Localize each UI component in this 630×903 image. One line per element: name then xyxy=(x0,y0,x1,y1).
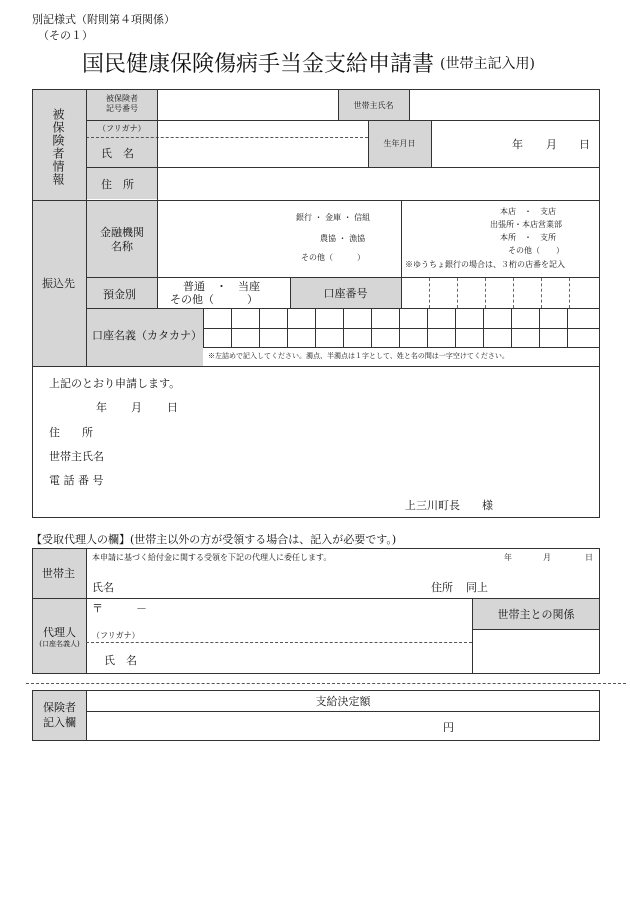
bank-other[interactable]: その他（ ） xyxy=(301,253,365,262)
declaration-statement: 上記のとおり申請します。 xyxy=(49,377,181,390)
proxy-householder-label: 世帯主 xyxy=(42,567,75,580)
branch-option-2[interactable]: 出張所・本店営業部 xyxy=(490,220,562,229)
yen-unit: 円 xyxy=(443,721,454,734)
agent-label: 代理人 xyxy=(43,626,76,639)
transfer-section-label: 振込先 xyxy=(42,277,75,290)
cut-line xyxy=(26,683,626,684)
proxy-month-label: 月 xyxy=(543,553,551,562)
institution-label: 金融機関 名称 xyxy=(100,226,144,254)
relation-label: 世帯主との関係 xyxy=(497,608,575,621)
decision-amount-label: 支給決定額 xyxy=(315,695,371,708)
householder-name-field[interactable] xyxy=(410,91,599,119)
account-holder-label: 口座名義（カタカナ） xyxy=(92,329,202,342)
account-number-field[interactable] xyxy=(402,278,599,307)
deposit-type-label: 預金別 xyxy=(103,288,136,301)
branch-option-1[interactable]: 本店 ・ 支店 xyxy=(500,207,556,216)
declaration-address-label: 住 所 xyxy=(49,426,93,439)
agent-furigana-label: （フリガナ） xyxy=(92,631,140,640)
symbol-number-field[interactable] xyxy=(158,91,337,119)
form-reference: 別記様式（附則第４項関係） xyxy=(32,13,175,26)
furigana-field[interactable] xyxy=(158,121,367,136)
form-title: 国民健康保険傷病手当金支給申請書 xyxy=(82,52,435,77)
agent-name-field[interactable] xyxy=(87,643,471,673)
account-holder-kana-grid[interactable] xyxy=(204,309,599,346)
account-number-label: 口座番号 xyxy=(323,287,368,300)
declaration-householder-label: 世帯主氏名 xyxy=(49,450,104,463)
bank-types-1[interactable]: 銀行 ・ 金庫 ・ 信組 xyxy=(296,213,371,222)
proxy-name-label: 氏名 xyxy=(92,581,114,594)
page-number: （その１） xyxy=(38,29,93,42)
proxy-heading: 【受取代理人の欄】(世帯主以外の方が受領する場合は、記入が必要です。) xyxy=(31,533,397,546)
insured-section-label: 被保険者情報 xyxy=(51,108,65,186)
name-field[interactable] xyxy=(158,138,367,166)
furigana-label: （フリガナ） xyxy=(98,124,146,133)
name-label: 氏 名 xyxy=(101,147,134,160)
declaration-day-label: 日 xyxy=(167,401,178,414)
bank-types-2[interactable]: 農協 ・ 漁協 xyxy=(320,234,366,243)
address-field[interactable] xyxy=(158,168,599,199)
birth-day-label: 日 xyxy=(579,138,590,151)
yucho-note: ※ゆうちょ銀行の場合は、３桁の店番を記入 xyxy=(405,260,565,269)
declaration-year-label: 年 xyxy=(96,401,107,414)
insurer-label: 保険者 記入欄 xyxy=(43,701,76,730)
proxy-day-label: 日 xyxy=(585,553,593,562)
birthdate-field[interactable] xyxy=(432,121,599,166)
birth-month-label: 月 xyxy=(546,138,557,151)
proxy-address-label: 住所 xyxy=(431,581,453,594)
proxy-year-label: 年 xyxy=(504,553,512,562)
householder-name-label: 世帯主氏名 xyxy=(353,101,394,110)
form-title-note: (世帯主記入用) xyxy=(440,56,535,72)
birth-year-label: 年 xyxy=(512,138,523,151)
deposit-other[interactable]: その他（ ） xyxy=(170,293,258,306)
agent-note: (口座名義人) xyxy=(39,640,80,648)
symbol-number-label: 被保険者 記号番号 xyxy=(106,94,138,113)
birthdate-label: 生年月日 xyxy=(383,139,416,148)
deposit-options[interactable]: 普通 ・ 当座 xyxy=(183,280,260,293)
agent-name-label: 氏 名 xyxy=(104,654,137,667)
branch-option-3[interactable]: 本所 ・ 支所 xyxy=(500,233,556,242)
recipient: 上三川町長 様 xyxy=(405,499,493,512)
address-label: 住 所 xyxy=(101,178,134,191)
declaration-phone-label: 電 話 番 号 xyxy=(49,474,104,487)
same-as-above: 同上 xyxy=(466,581,488,594)
postal-code[interactable]: 〒 － xyxy=(92,602,147,615)
kana-note: ※左詰めで記入してください。濁点、半濁点は１字として、姓と名の間は一字空けてください。 xyxy=(208,352,509,360)
declaration-month-label: 月 xyxy=(131,401,142,414)
delegation-text: 本申請に基づく給付金に関する受領を下記の代理人に委任します。 xyxy=(92,553,332,562)
branch-option-4[interactable]: その他（ ） xyxy=(508,246,564,255)
relation-field[interactable] xyxy=(473,630,599,673)
